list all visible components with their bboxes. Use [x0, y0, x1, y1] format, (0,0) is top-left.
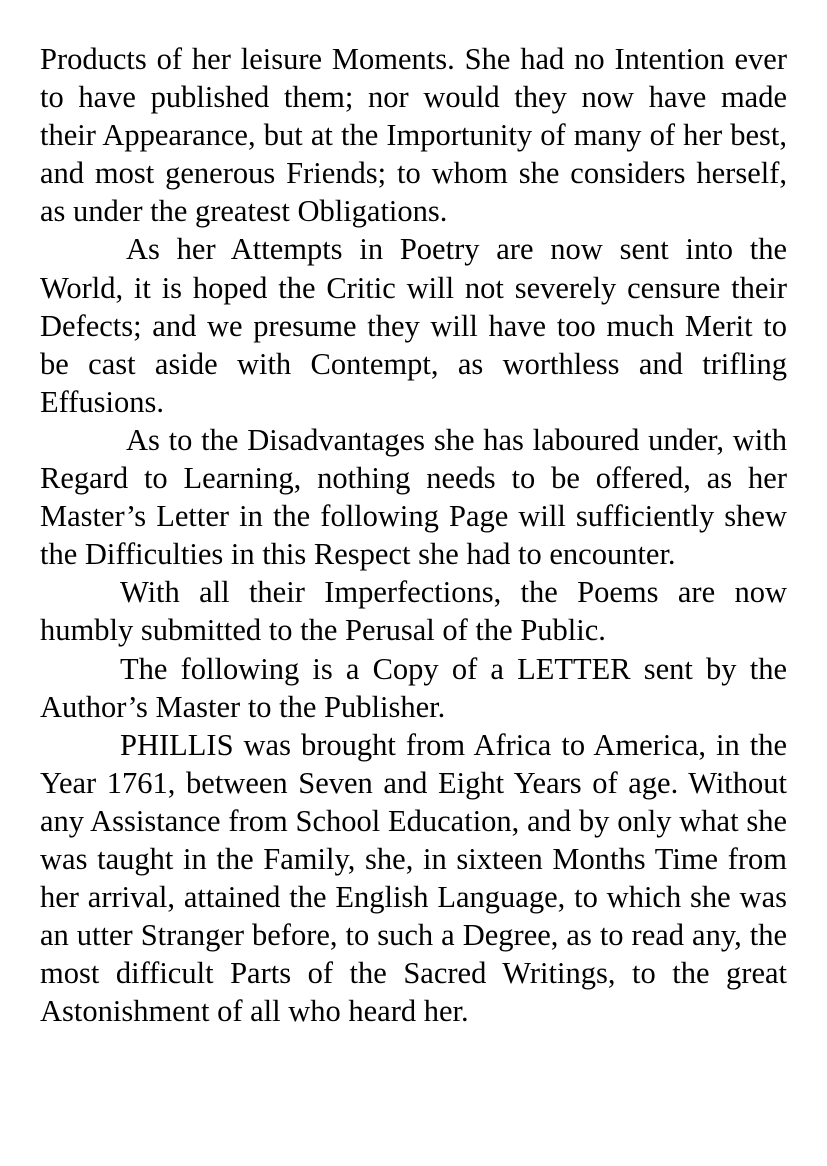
paragraph-letter-copy: The following is a Copy of a LETTER sent by the Author’s Master to the Publisher.: [40, 651, 787, 724]
paragraph-attempts-in-poetry: As her Attempts in Poetry are now sent into the World, it is hoped the Critic will not severely censure their Defects; and we presume they will have too much Merit to be cast aside with Contempt, as worthless and trifling Effusions.: [40, 232, 787, 419]
paragraph-imperfections: With all their Imperfections, the Poems are now humbly submitted to the Perusal of the Public.: [40, 575, 787, 648]
paragraph-disadvantages: As to the Disadvantages she has laboured under, with Regard to Learning, nothing needs to be offered, as her Master’s Letter in the following Page will sufficiently shew the Difficulties in this Respect she had to encounter.: [40, 422, 787, 572]
paragraph-leisure-moments: Products of her leisure Moments. She had no Intention ever to have published them; nor would they now have made their Appearance, but at the Importunity of many of her best, and most generous Friends; to whom she considers herself, as under the greatest Obligations.: [40, 42, 787, 229]
paragraph-phillis: PHILLIS was brought from Africa to America, in the Year 1761, between Seven and Eight Years of age. Without any Assistance from School Education, and by only what she was taught in the Family, she, in sixteen Months Time from her arrival, attained the English Language, to which she was an utter Stranger before, to such a Degree, as to read any, the most difficult Parts of the Sacred Writings, to the great Astonishment of all who heard her.: [40, 727, 787, 1029]
